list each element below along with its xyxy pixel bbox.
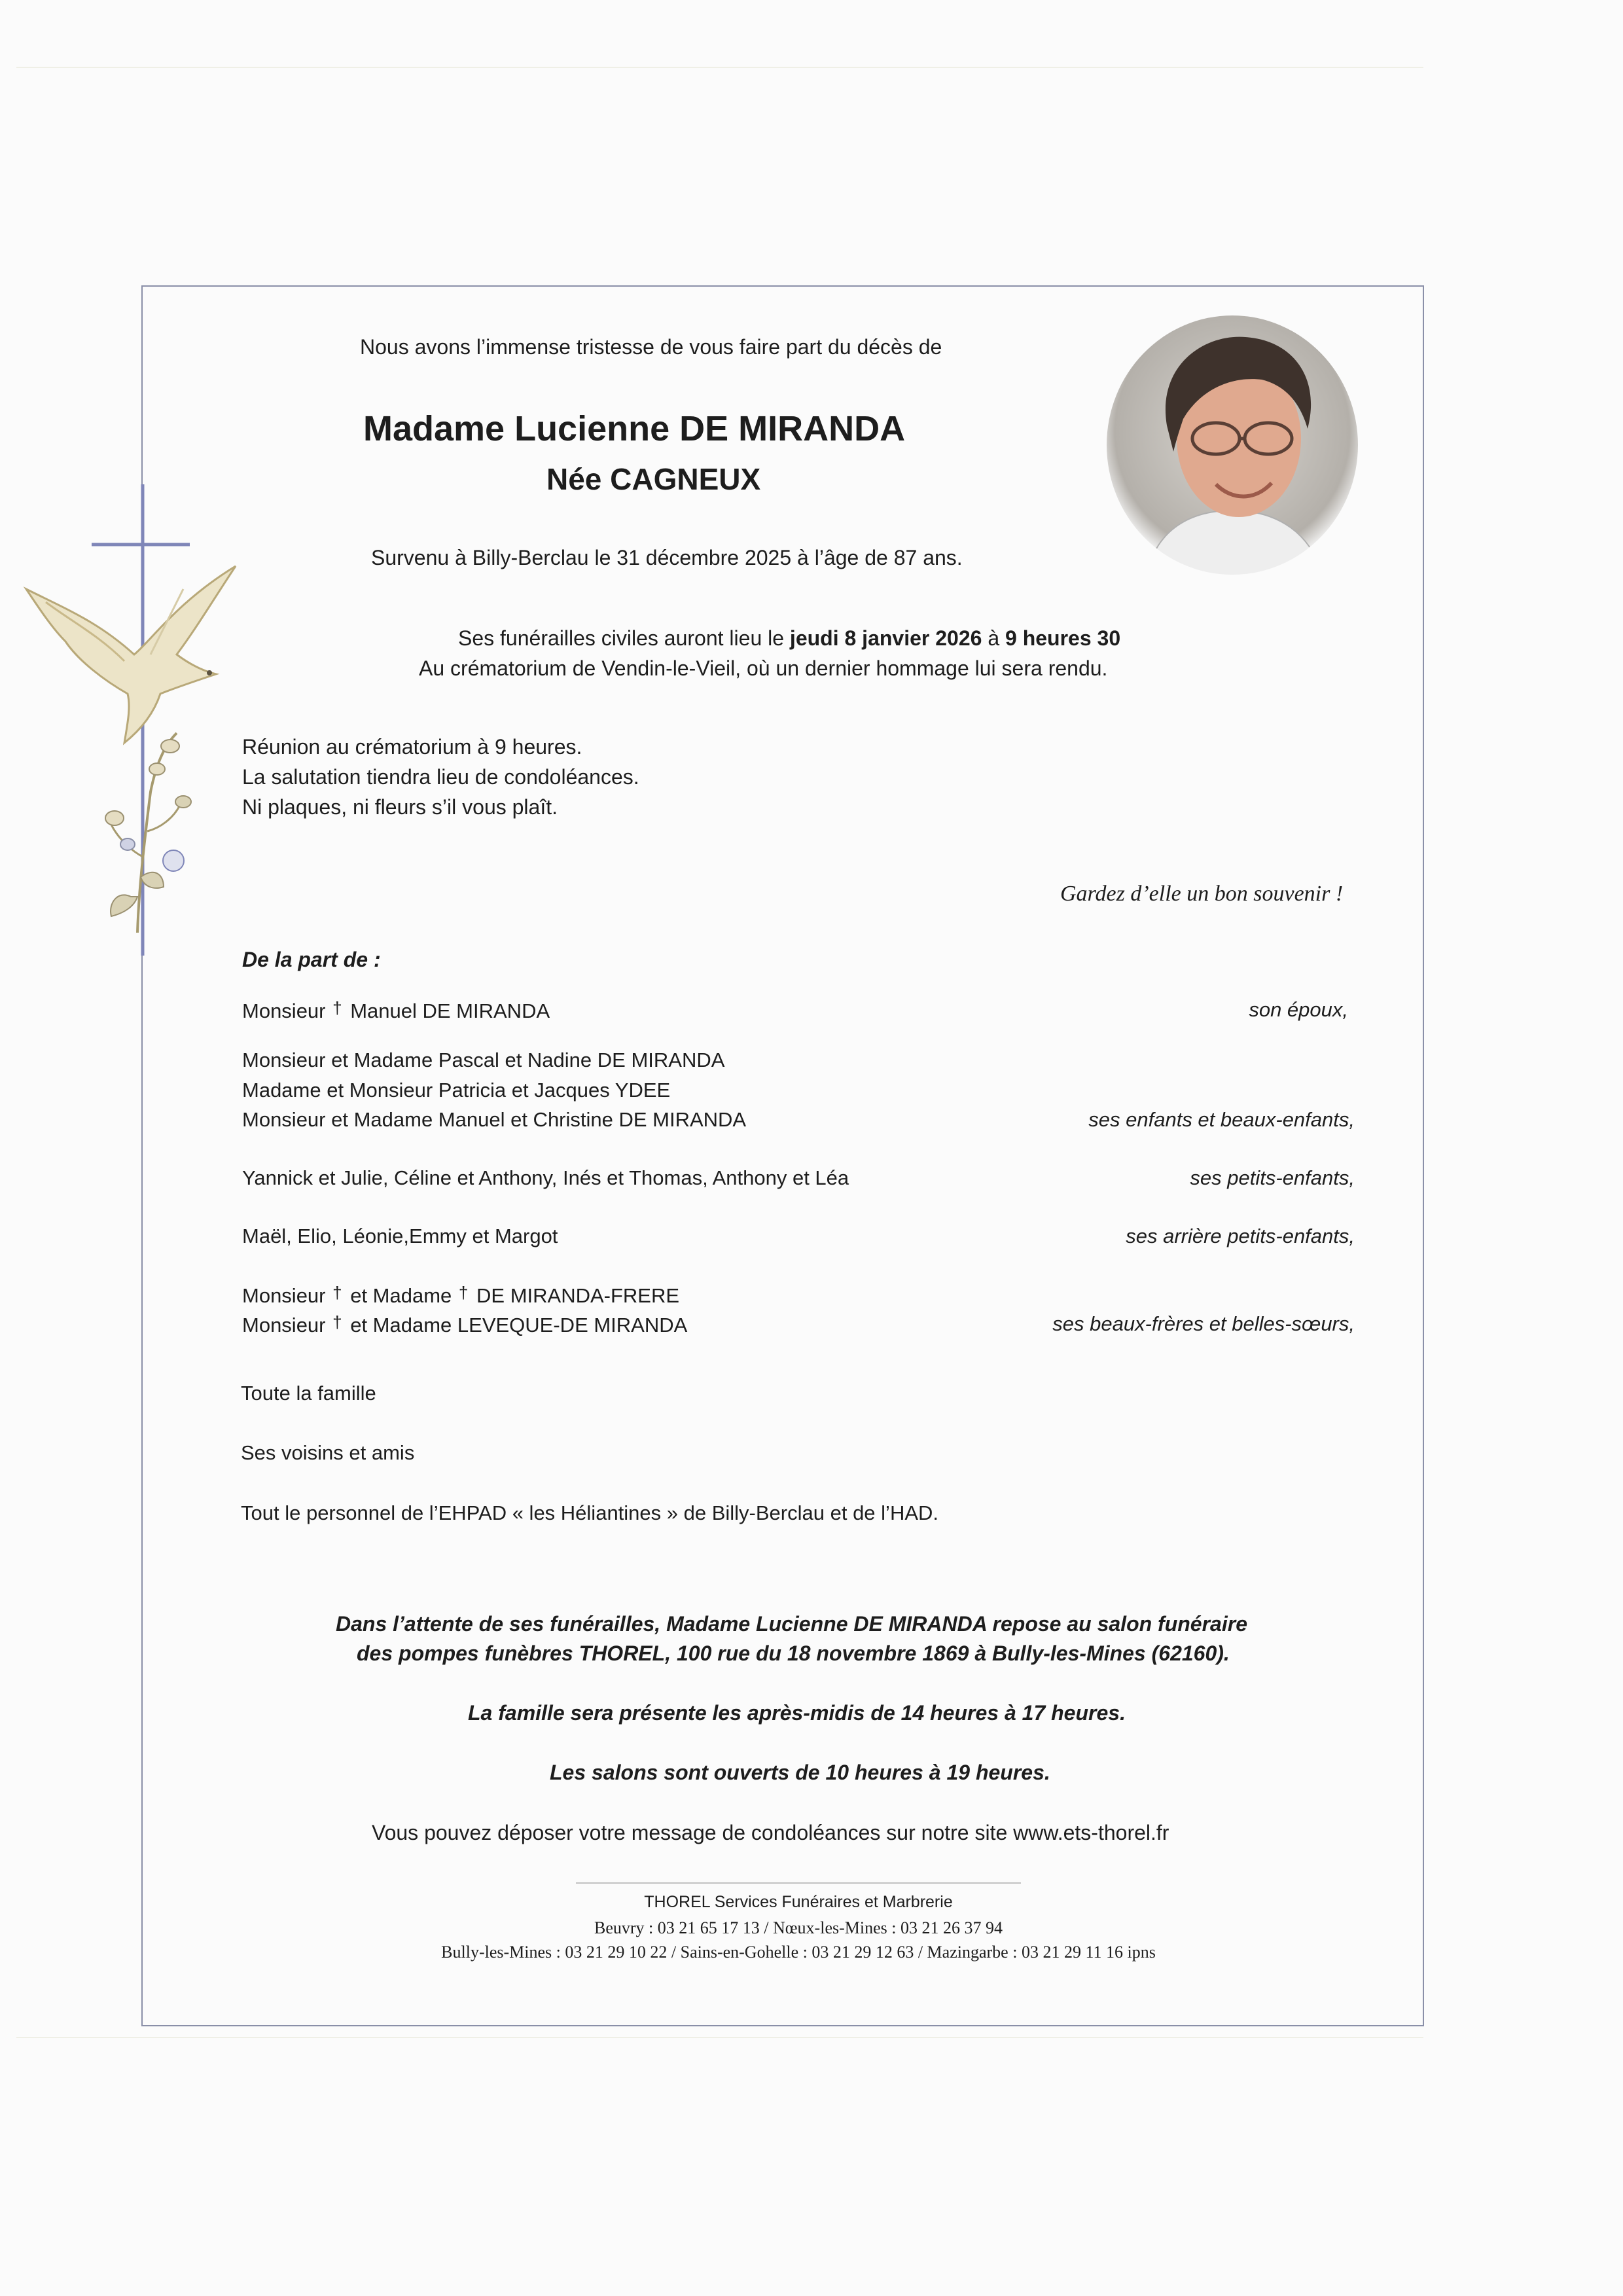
note-2: La salutation tiendra lieu de condoléances. <box>242 765 639 789</box>
spouse-title: Monsieur <box>242 999 326 1022</box>
child-1: Monsieur et Madame Pascal et Nadine DE MIRANDA <box>242 1049 725 1071</box>
salon-hours: Les salons sont ouverts de 10 heures à 19 heures. <box>550 1761 1050 1784</box>
inlaws1-and: et Madame <box>350 1284 452 1307</box>
rest-line-1: Dans l’attente de ses funérailles, Madame Lucienne DE MIRANDA repose au salon funéraire <box>336 1612 1247 1636</box>
cross-mark-icon: † <box>458 1283 469 1302</box>
grandchildren-role: ses petits-enfants, <box>1190 1166 1355 1189</box>
inlaws-line-2 <box>242 1312 687 1337</box>
funeral-line-2: Au crématorium de Vendin-le-Vieil, où un dernier hommage lui sera rendu. <box>419 656 1108 680</box>
inlaws1-title: Monsieur <box>242 1284 326 1307</box>
deceased-name: Madame Lucienne DE MIRANDA <box>363 409 906 448</box>
note-1: Réunion au crématorium à 9 heures. <box>242 735 582 759</box>
note-3: Ni plaques, ni fleurs s’il vous plaît. <box>242 795 558 819</box>
great-grandchildren-role: ses arrière petits-enfants, <box>1126 1225 1355 1247</box>
whole-family: Toute la famille <box>241 1382 376 1405</box>
scan-edge-bottom <box>16 2037 1423 2038</box>
dove-icon <box>20 563 249 746</box>
great-grandchildren: Maël, Elio, Léonie,Emmy et Margot <box>242 1225 558 1247</box>
death-info: Survenu à Billy-Berclau le 31 décembre 2025 à l’âge de 87 ans. <box>371 546 963 569</box>
inlaws2-title: Monsieur <box>242 1314 326 1336</box>
child-3: Monsieur et Madame Manuel et Christine DE MIRANDA <box>242 1108 747 1131</box>
scan-edge-top <box>16 67 1423 68</box>
condolence-message: Vous pouvez déposer votre message de condoléances sur notre site www.ets-thorel.fr <box>372 1821 1169 1844</box>
cross-mark-icon: † <box>332 1312 342 1332</box>
spouse-role: son époux, <box>1249 998 1348 1021</box>
footer-phones-1: Beuvry : 03 21 65 17 13 / Nœux-les-Mines : 03 21 26 37 94 <box>594 1918 1003 1937</box>
rest-line-2: des pompes funèbres THOREL, 100 rue du 18 novembre 1869 à Bully-les-Mines (62160). <box>357 1641 1230 1665</box>
children-role: ses enfants et beaux-enfants, <box>1088 1108 1355 1131</box>
spouse-line <box>242 998 550 1023</box>
funeral-prefix: Ses funérailles civiles auront lieu le <box>458 626 790 650</box>
intro-text: Nous avons l’immense tristesse de vous faire part du décès de <box>360 335 942 359</box>
inlaws-line-1 <box>242 1283 679 1308</box>
funeral-line-1 <box>458 626 1120 651</box>
quote: Gardez d’elle un bon souvenir ! <box>1060 882 1344 906</box>
neighbors: Ses voisins et amis <box>241 1441 415 1464</box>
funeral-date: jeudi 8 janvier 2026 <box>789 626 982 650</box>
grandchildren: Yannick et Julie, Céline et Anthony, Inés et Thomas, Anthony et Léa <box>242 1166 849 1189</box>
portrait-photo <box>1105 314 1360 576</box>
footer-company: THOREL Services Funéraires et Marbrerie <box>644 1893 953 1911</box>
family-presence: La famille sera présente les après-midis de 14 heures à 17 heures. <box>468 1701 1126 1725</box>
funeral-middle: à <box>982 626 1005 650</box>
footer-phones-2: Bully-les-Mines : 03 21 29 10 22 / Sains-en-Gohelle : 03 21 29 12 63 / Mazingarbe : 03 21 29 11 16 ipns <box>441 1943 1156 1962</box>
child-2: Madame et Monsieur Patricia et Jacques YDEE <box>242 1079 671 1102</box>
cross-mark-icon: † <box>332 998 342 1018</box>
inlaws1-name: DE MIRANDA-FRERE <box>476 1284 680 1307</box>
inlaws-role: ses beaux-frères et belles-sœurs, <box>1052 1312 1355 1335</box>
from-label: De la part de : <box>242 948 381 971</box>
flower-icon <box>98 726 196 936</box>
inlaws2-name: et Madame LEVEQUE-DE MIRANDA <box>350 1314 688 1336</box>
funeral-time: 9 heures 30 <box>1005 626 1121 650</box>
cross-mark-icon: † <box>332 1283 342 1302</box>
spouse-name: Manuel DE MIRANDA <box>350 999 550 1022</box>
maiden-name: Née CAGNEUX <box>546 462 761 496</box>
staff: Tout le personnel de l’EHPAD « les Héliantines » de Billy-Berclau et de l’HAD. <box>241 1501 939 1524</box>
footer-divider <box>576 1882 1021 1884</box>
